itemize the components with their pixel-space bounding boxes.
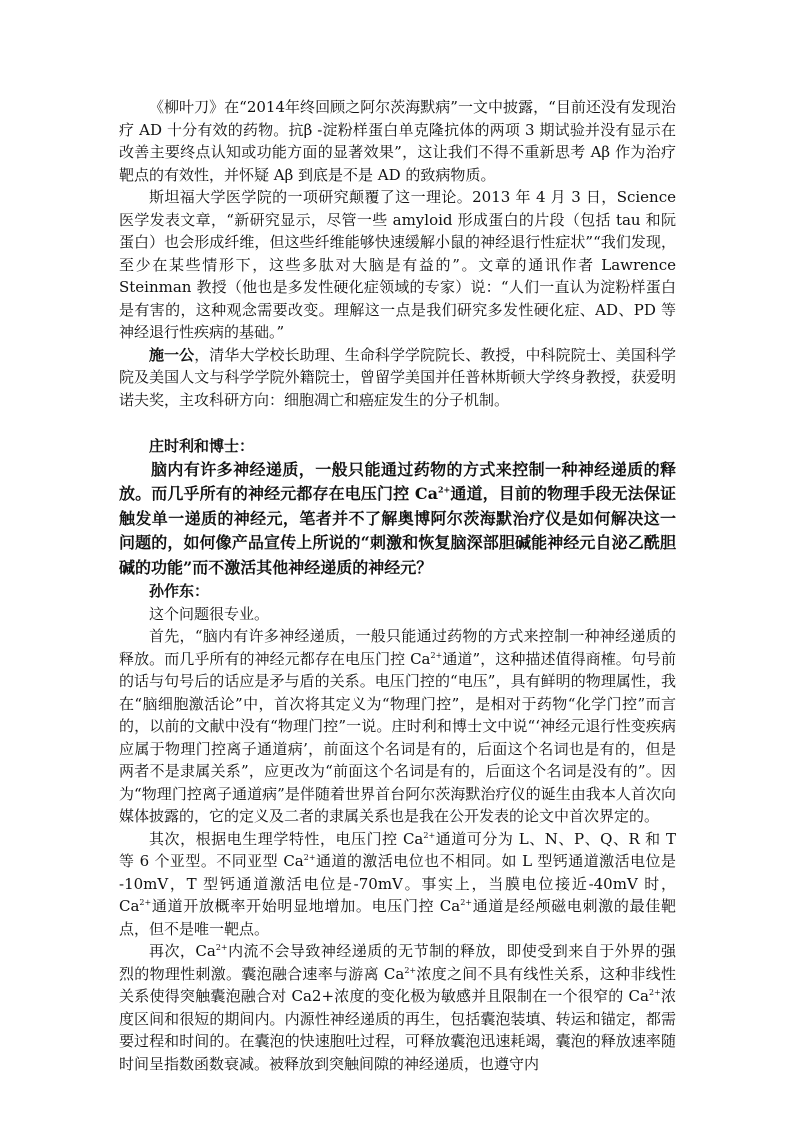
superscript: 2+ (460, 898, 473, 907)
answer-responder: 孙作东： (149, 582, 210, 600)
superscript: 2+ (430, 650, 443, 660)
answer-second-paragraph (119, 828, 676, 941)
text-run: 通道开放概率开始明显地增加。电压门控 Ca (151, 897, 461, 915)
text-run: 通道可分为 L、N、P、Q、R 和 T 等 6 个亚型。不同亚型 Ca (119, 829, 676, 870)
bio-text: ，清华大学校长助理、生命科学学院院长、教授，中科院院士、美国科学院及美国人文与科学学院外籍院士，曾留学美国并任普林斯顿大学终身教授，获爱明诺夫奖，主攻科研方向：细胞凋亡和癌症发生的分子机制。 (119, 345, 676, 409)
question-part-1: 脑内有许多神经递质，一般只能通过药物的方式来控制一种神经递质的释放。而几乎所有的神经元都存在电压门控 Ca (119, 459, 676, 503)
answer-third-paragraph (119, 940, 676, 1075)
superscript: 2+ (139, 898, 152, 907)
superscript: 2+ (423, 830, 436, 840)
text-run: 浓度区间和很短的期间内。内源性神经递质的再生，包括囊泡装填、转运和锚定，都需要过程和时间的。在囊泡的快速胞吐过程，可释放囊泡迅速耗竭，囊泡的释放速率随时间呈指数函数衰减。被释放到突触间隙的神经递质，也遵守内 (119, 987, 676, 1073)
superscript: 2+ (648, 988, 661, 997)
text-run: 通道的激活电位也不相同。如 L 型钙通道激活电位是 -10mV，T 型钙通道激活电位是-70mV。事实上，当膜电位接近-40mV 时，Ca (119, 852, 676, 915)
text-run: 浓度之间不具有线性关系，这种非线性关系使得突触囊泡融合对 Ca2+浓度的变化极为敏感并且限制在一个很窄的 Ca (119, 964, 676, 1005)
bio-paragraph (119, 344, 676, 412)
intro-paragraph-2: 斯坦福大学医学院的一项研究颠覆了这一理论。2013 年 4 月 3 日，Science 医学发表文章，“新研究显示，尽管一些 amyloid 形成蛋白的片段（包括 tau 和阮蛋白）也会形成纤维，但这些纤维能够快速缓解小鼠的神经退行性症状”“我们发现，至少在某些情形下，这些多肽对大脑是有益的”。文章的通讯作者 Lawrence Steinman 教授（他也是多发性硬化症领域的专家）说：“人们一直认为淀粉样蛋白是有害的，这种观念需要改变。理解这一点是我们研究多发性硬化症、AD、PD 等神经退行性疾病的基础。” (119, 188, 676, 341)
superscript: 2+ (404, 965, 417, 975)
question-part-2: 通道，目前的物理手段无法保证触发单一递质的神经元，笔者并不了解奥博阿尔茨海默治疗仪是如何解决这一问题的，如何像产品宣传上所说的“刺激和恢复脑深部胆碱能神经元自泌乙酰胆碱的功能”而不激活其他神经递质的神经元？ (119, 484, 676, 577)
bio-name: 施一公 (149, 345, 195, 364)
answer-first-paragraph (119, 625, 676, 828)
text-run: 首先，“脑内有许多神经递质，一般只能通过药物的方式来控制一种神经递质的释放。而几乎所有的神经元都存在电压门控 Ca (119, 627, 676, 668)
answer-opening: 这个问题很专业。 (149, 604, 270, 623)
superscript: 2+ (303, 853, 316, 862)
text-run: 内流不会导致神经递质的无节制的释放，即使受到来自于外界的强烈的物理性刺激。囊泡融合速率与游离 Ca (119, 942, 676, 983)
superscript: 2+ (437, 484, 451, 495)
text-run: 通道是经颅磁电刺激的最佳靶点，但不是唯一靶点。 (119, 897, 676, 938)
question-text (119, 458, 676, 581)
intro-paragraph-1: 《柳叶刀》在“2014年终回顾之阿尔茨海默病”一文中披露，“目前还没有发现治疗 AD 十分有效的药物。抗β -淀粉样蛋白单克隆抗体的两项 3 期试验并没有显示在改善主要终点认知或功能方面的显著效果”，这让我们不得不重新思考 Aβ 作为治疗靶点的有效性，并怀疑 Aβ 到底是不是 AD 的致病物质。 (119, 98, 676, 184)
superscript: 2+ (215, 943, 228, 952)
text-run: 再次，Ca (149, 942, 216, 960)
section-gap (119, 411, 676, 435)
text-run: 其次，根据电生理学特性，电压门控 Ca (149, 829, 424, 848)
question-asker: 庄时利和博士： (149, 437, 255, 455)
text-run: 通道”，这种描述值得商榷。句号前的话与句号后的话应是矛与盾的关系。电压门控的“电压”，具有鲜明的物理属性，我在“脑细胞激活论”中，首次将其定义为“物理门控”，是相对于药物“化学门控”而言的，以前的文献中没有“物理门控”一说。庄时利和博士文中说“‘神经元退行性变疾病应属于物理门控离子通道病’，前面这个名词是有的，后面这个名词也是有的，但是两者不是隶属关系”，应更改为“前面这个名词是有的，后面这个名词是没有的”。因为“物理门控离子通道病”是伴随着世界首台阿尔茨海默治疗仪的诞生由我本人首次向媒体披露的，它的定义及二者的隶属关系也是我在公开发表的论文中首次界定的。 (119, 649, 676, 825)
